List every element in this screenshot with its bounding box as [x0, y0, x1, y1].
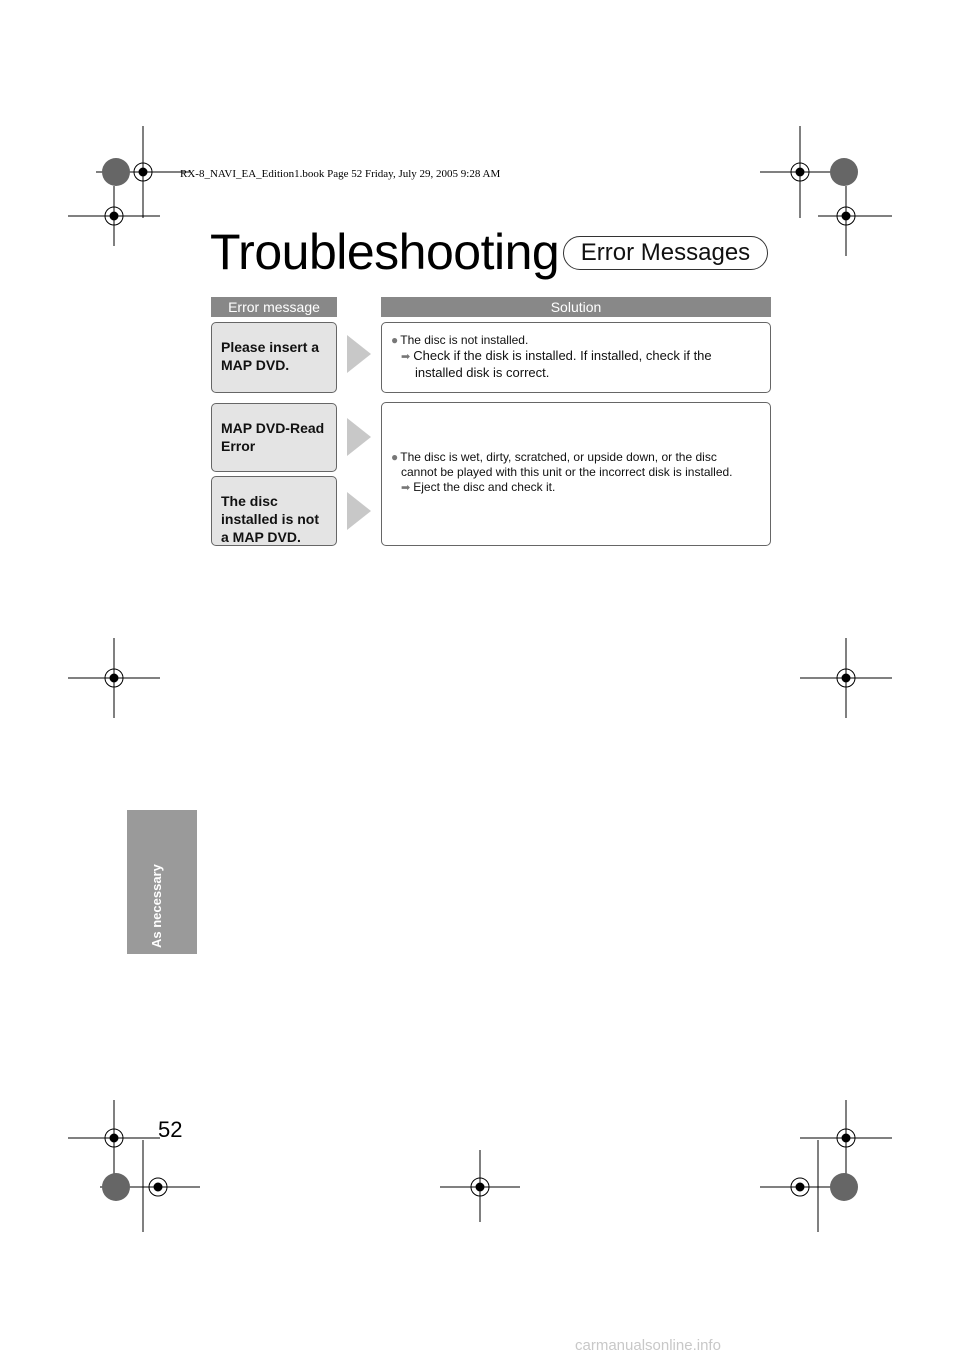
solution-box — [381, 402, 771, 546]
error-message-box — [211, 403, 337, 472]
arrow-right-icon — [347, 335, 371, 373]
section-tab — [127, 810, 197, 954]
error-message-box — [211, 322, 337, 393]
file-info-header: RX-8_NAVI_EA_Edition1.book Page 52 Friday, July 29, 2005 9:28 AM — [180, 168, 501, 180]
watermark: carmanualsonline.info — [575, 1337, 721, 1354]
arrow-icon: ➡ — [401, 482, 411, 494]
solution-box — [381, 322, 771, 393]
error-message-box — [211, 476, 337, 546]
error-message-text: The disc installed is not a MAP DVD. — [221, 493, 320, 545]
solution-action-cont: installed disk is correct. — [415, 365, 550, 380]
solution-action: ➡ Eject the disc and check it. — [401, 480, 556, 494]
section-tab-label: As necessary — [149, 864, 164, 948]
arrow-right-icon — [347, 492, 371, 530]
solution-cause: ● The disc is not installed. — [391, 333, 529, 347]
page-number: 52 — [158, 1117, 183, 1142]
solution-cause-cont: cannot be played with this unit or the incorrect disk is installed. — [401, 465, 733, 479]
solution-action: ➡ Check if the disk is installed. If installed, check if the — [401, 348, 712, 363]
page-title: Troubleshooting — [210, 224, 560, 280]
error-message-text: Please insert a MAP DVD. — [221, 339, 320, 373]
bullet-icon: ● — [391, 333, 399, 347]
column-header-solution: Solution — [381, 297, 771, 317]
solution-cause: ● The disc is wet, dirty, scratched, or upside down, or the disc — [391, 450, 717, 464]
arrow-icon: ➡ — [401, 351, 411, 363]
error-message-text: MAP DVD-Read Error — [221, 420, 325, 454]
arrow-right-icon — [347, 418, 371, 456]
bullet-icon: ● — [391, 450, 399, 464]
section-label: Error Messages — [563, 236, 768, 270]
column-header-error: Error message — [211, 297, 337, 317]
